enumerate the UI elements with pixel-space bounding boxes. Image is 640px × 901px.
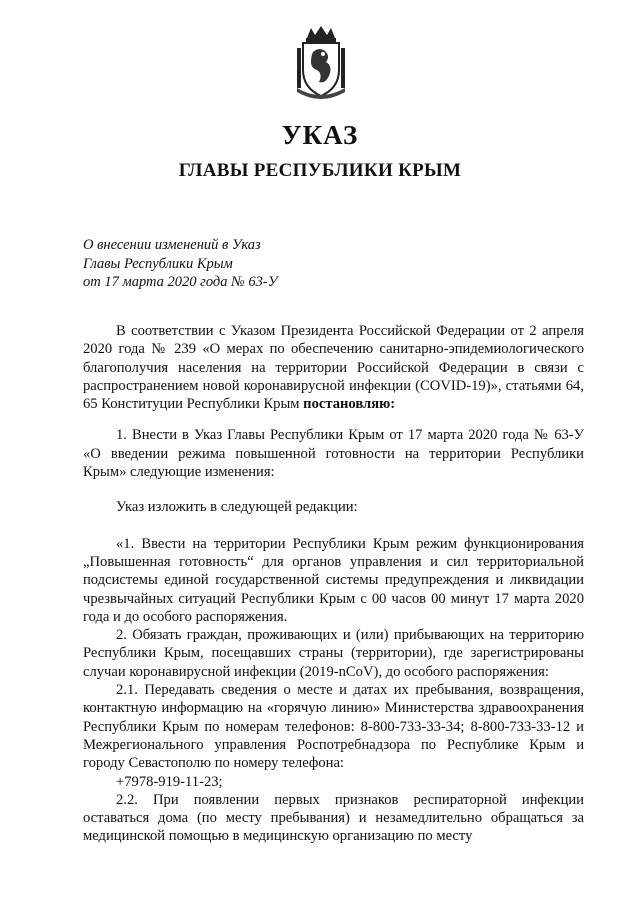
phone-number: +7978-919-11-23; xyxy=(116,773,223,790)
preamble-paragraph: В соответствии с Указом Президента Российской Федерации от 2 апреля 2020 года № 239 «О мерах по обеспечению санитарно-эпидемиологического благополучия населения на территории Российской Федерации в связи с распространением новой коронавирусной инфекции (COVID-19)», статьями 64, 65 Конституции Республики Крым постановляю: xyxy=(83,323,584,413)
item-1-paragraph: 1. Внести в Указ Главы Республики Крым от 17 марта 2020 года № 63-У «О введении режима повышенной готовности на территории Республики Крым» следующие изменения: xyxy=(83,427,584,481)
preamble-decree-word: постановляю xyxy=(303,396,391,413)
document-title: УКАЗ xyxy=(281,120,359,150)
subject-line: Главы Республики Крым xyxy=(83,255,233,272)
document-subtitle: ГЛАВЫ РЕСПУБЛИКИ КРЫМ xyxy=(178,160,462,181)
subject-line: О внесении изменений в Указ xyxy=(83,237,261,253)
document-body xyxy=(83,322,584,846)
instruction-paragraph: Указ изложить в следующей редакции: xyxy=(116,499,358,516)
quoted-item-2-1: 2.1. Передавать сведения о месте и датах их пребывания, возвращения, контактную информацию на «горячую линию» Министерства здравоохранения Республики Крым по номерам телефонов: 8-800-733-33-34; 8-800-733-33-12 и Межрегионального управления Роспотребнадзора по Республике Крым и городу Севастополю по номеру телефона: xyxy=(83,682,584,772)
document-subject xyxy=(83,236,278,292)
quoted-item-2-2: 2.2. При появлении первых признаков респираторной инфекции оставаться дома (по месту пребывания) и незамедлительно обращаться за медицинской помощью в медицинскую организацию по месту xyxy=(83,791,584,845)
coat-of-arms-icon xyxy=(293,24,349,100)
quoted-item-2: 2. Обязать граждан, проживающих и (или) прибывающих на территорию Республики Крым, посещавших страны (территории), где зарегистрированы случаи коронавирусной инфекции (2019-nCoV), до особого распоряжения: xyxy=(83,627,584,680)
subject-line: от 17 марта 2020 года № 63-У xyxy=(83,274,278,290)
quoted-item-1: «1. Ввести на территории Республики Крым режим функционирования „Повышенная готовность“ для органов управления и сил территориальной подсистемы единой государственной системы предупреждения и ликвидации чрезвычайных ситуаций Республики Крым с 00 часов 00 минут 17 марта 2020 года и до особого распоряжения. xyxy=(83,535,584,625)
